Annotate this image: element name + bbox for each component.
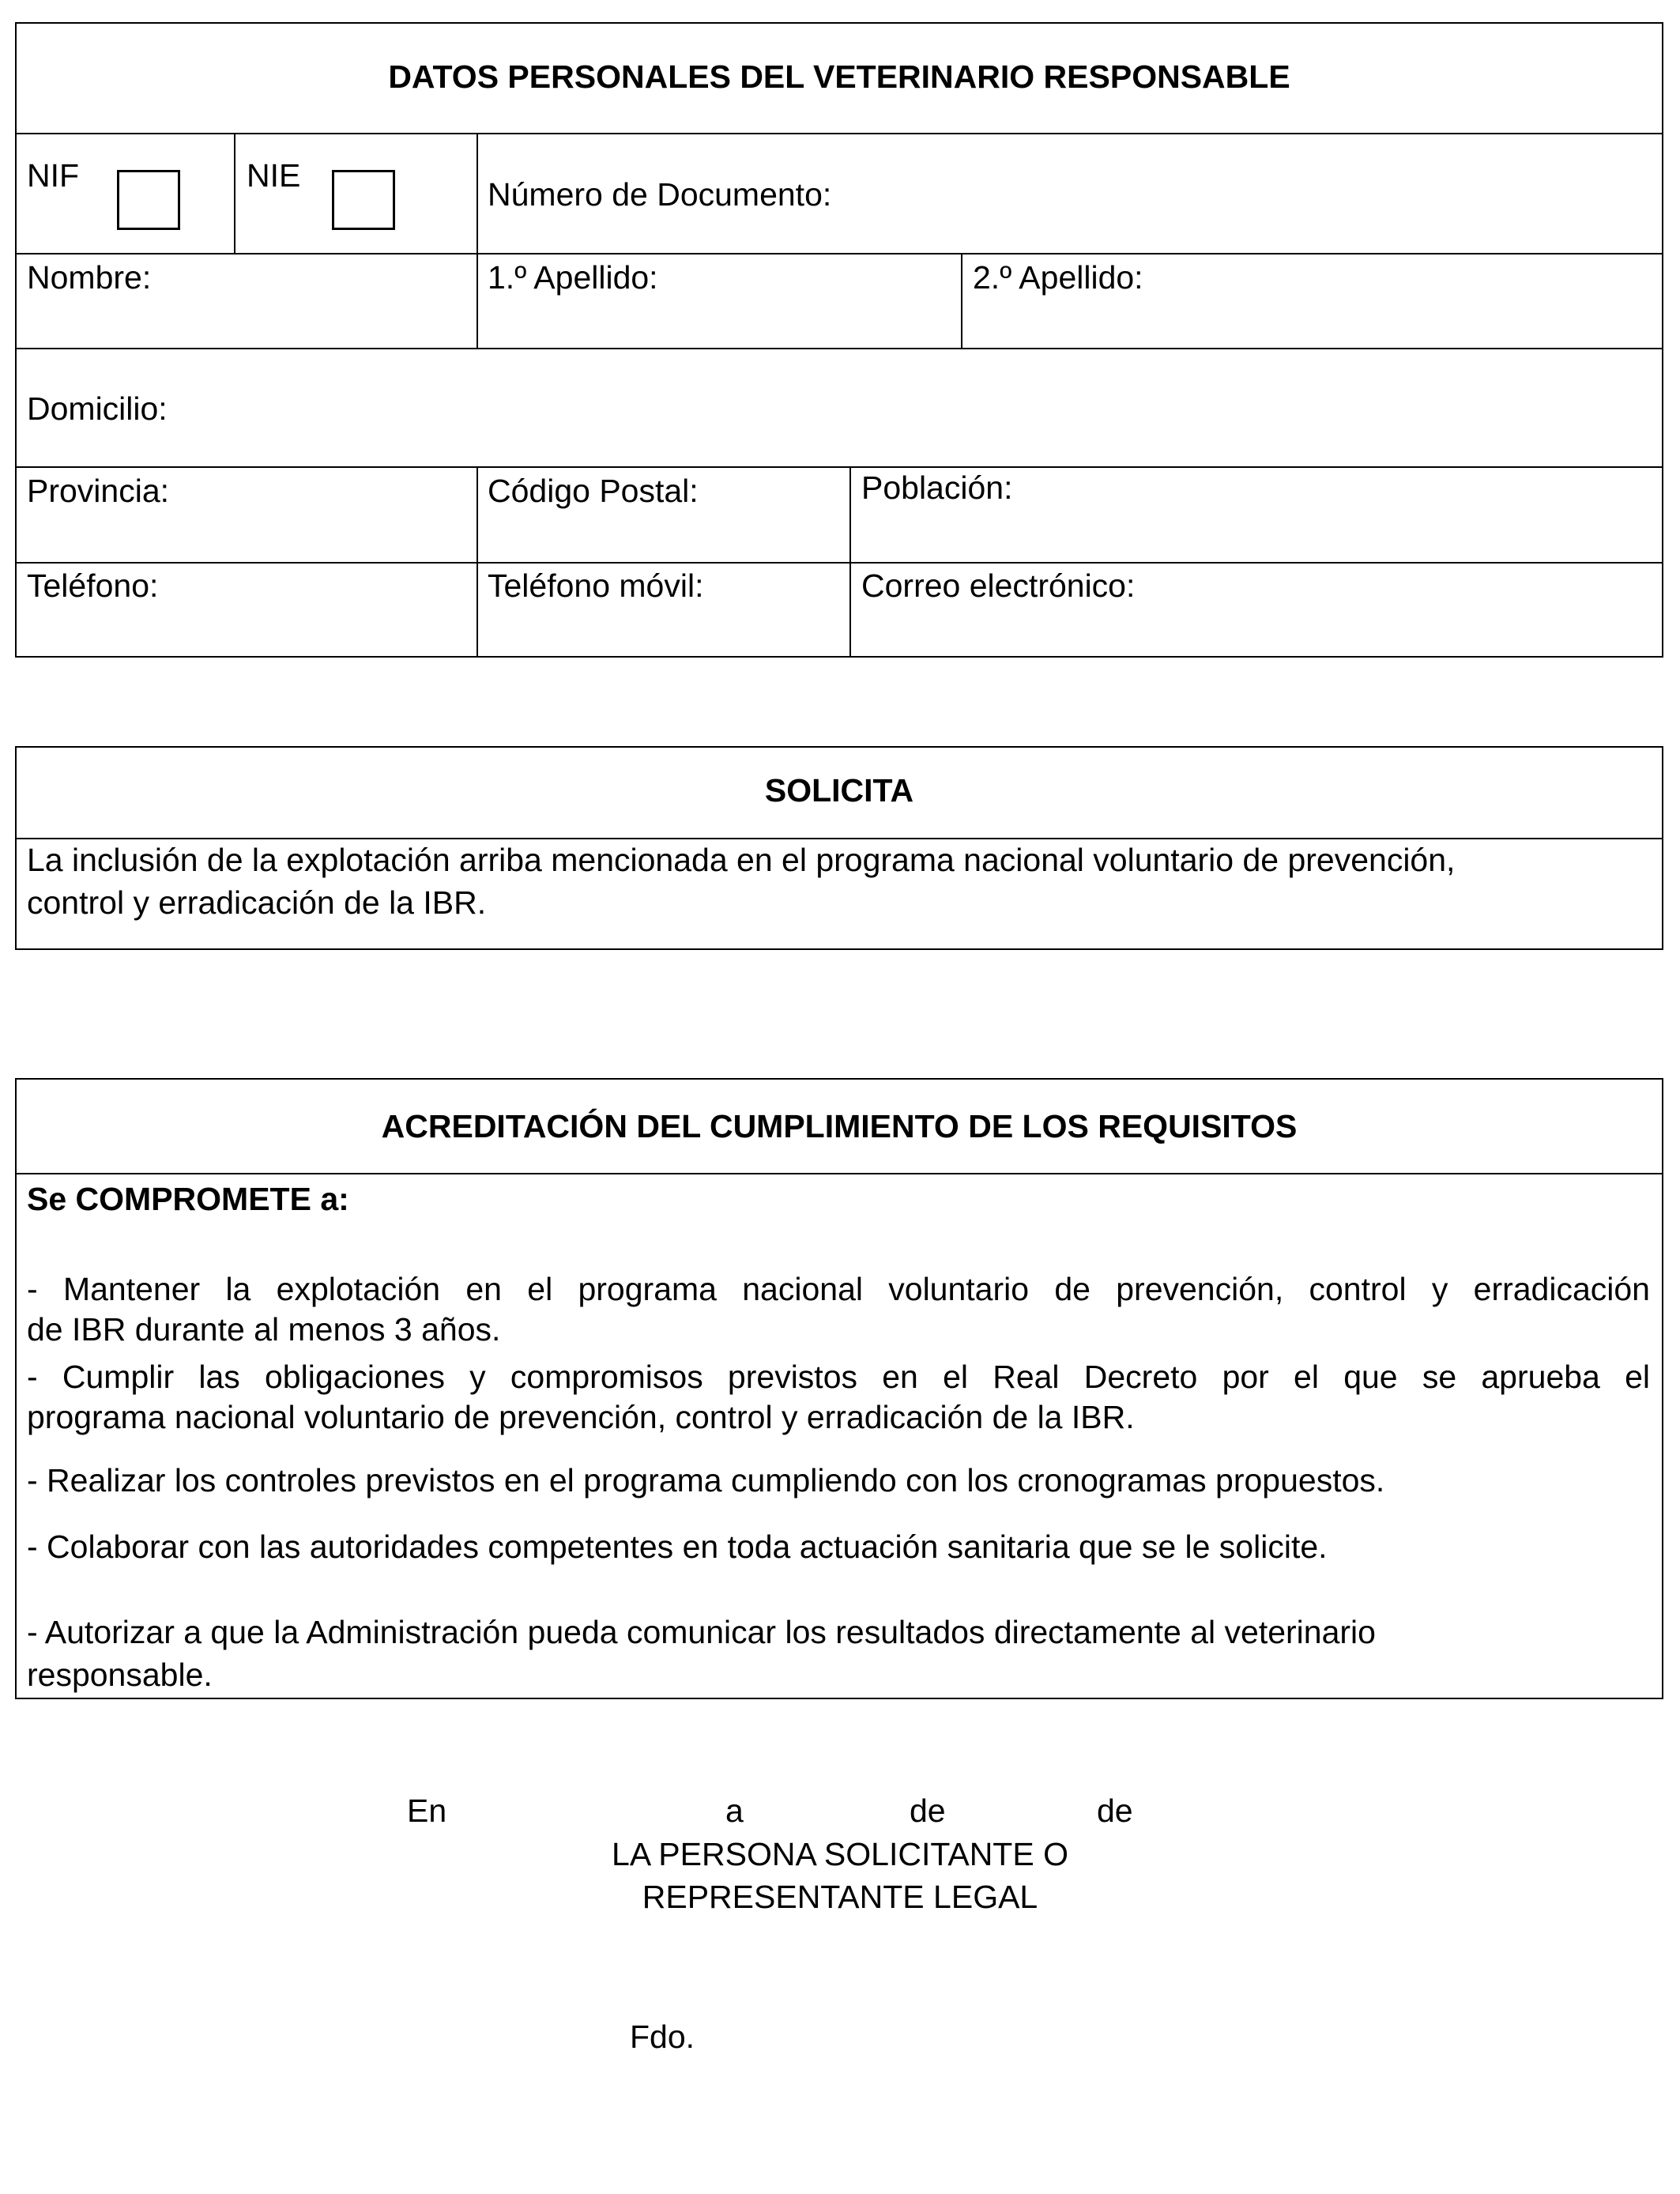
commitment-item-line: - Mantener la explotación en el programa nacional voluntario de prevención, control y erradicación (27, 1271, 1650, 1307)
divider (15, 133, 1663, 134)
divider (15, 562, 1663, 564)
divider (15, 466, 1663, 468)
solicita-text-line: La inclusión de la explotación arriba mencionada en el programa nacional voluntario de prevención, (27, 842, 1456, 878)
compromete-heading: Se COMPROMETE a: (27, 1181, 349, 1217)
apellido1-field[interactable]: 1.º Apellido: (488, 259, 658, 296)
commitment-item-line: - Realizar los controles previstos en el programa cumpliendo con los cronogramas propuestos. (27, 1462, 1385, 1498)
nie-checkbox[interactable] (332, 170, 395, 230)
codigo-postal-field[interactable]: Código Postal: (488, 473, 699, 509)
divider (234, 133, 235, 253)
commitment-item-line: programa nacional voluntario de prevención, control y erradicación de la IBR. (27, 1399, 1135, 1435)
month-label: de (910, 1793, 946, 1829)
divider (961, 253, 962, 348)
domicilio-field[interactable]: Domicilio: (27, 390, 168, 427)
document-number-field[interactable]: Número de Documento: (488, 176, 832, 213)
divider (477, 133, 478, 348)
telefono-field[interactable]: Teléfono: (27, 567, 159, 604)
nif-label: NIF (27, 157, 80, 194)
signer-role: LA PERSONA SOLICITANTE O (612, 1836, 1068, 1872)
nombre-field[interactable]: Nombre: (27, 259, 152, 296)
place-label: En (407, 1793, 447, 1829)
nie-label: NIE (247, 157, 301, 194)
signature-label: Fdo. (630, 2019, 695, 2055)
day-label: a (725, 1793, 744, 1829)
commitment-item-line: - Autorizar a que la Administración pueda comunicar los resultados directamente al veterinario (27, 1614, 1376, 1650)
divider (15, 253, 1663, 254)
poblacion-field[interactable]: Población: (861, 469, 1013, 506)
nif-checkbox[interactable] (117, 170, 180, 230)
acreditacion-title: ACREDITACIÓN DEL CUMPLIMIENTO DE LOS REQUISITOS (381, 1108, 1298, 1144)
correo-field[interactable]: Correo electrónico: (861, 567, 1136, 604)
apellido2-field[interactable]: 2.º Apellido: (973, 259, 1143, 296)
solicita-title: SOLICITA (764, 772, 914, 809)
commitment-item-line: responsable. (27, 1657, 213, 1693)
divider (15, 348, 1663, 349)
divider (15, 838, 1663, 839)
solicita-text-line: control y erradicación de la IBR. (27, 884, 487, 921)
commitment-item-line: - Cumplir las obligaciones y compromisos previstos en el Real Decreto por el que se aprueba el (27, 1359, 1650, 1395)
year-label: de (1097, 1793, 1133, 1829)
commitment-item-line: - Colaborar con las autoridades competentes en toda actuación sanitaria que se le solicite. (27, 1529, 1328, 1565)
telefono-movil-field[interactable]: Teléfono móvil: (488, 567, 704, 604)
divider (15, 1173, 1663, 1174)
signer-role: REPRESENTANTE LEGAL (642, 1879, 1038, 1915)
provincia-field[interactable]: Provincia: (27, 473, 170, 509)
personal-data-title: DATOS PERSONALES DEL VETERINARIO RESPONSABLE (388, 58, 1290, 95)
commitment-item-line: de IBR durante al menos 3 años. (27, 1311, 501, 1348)
